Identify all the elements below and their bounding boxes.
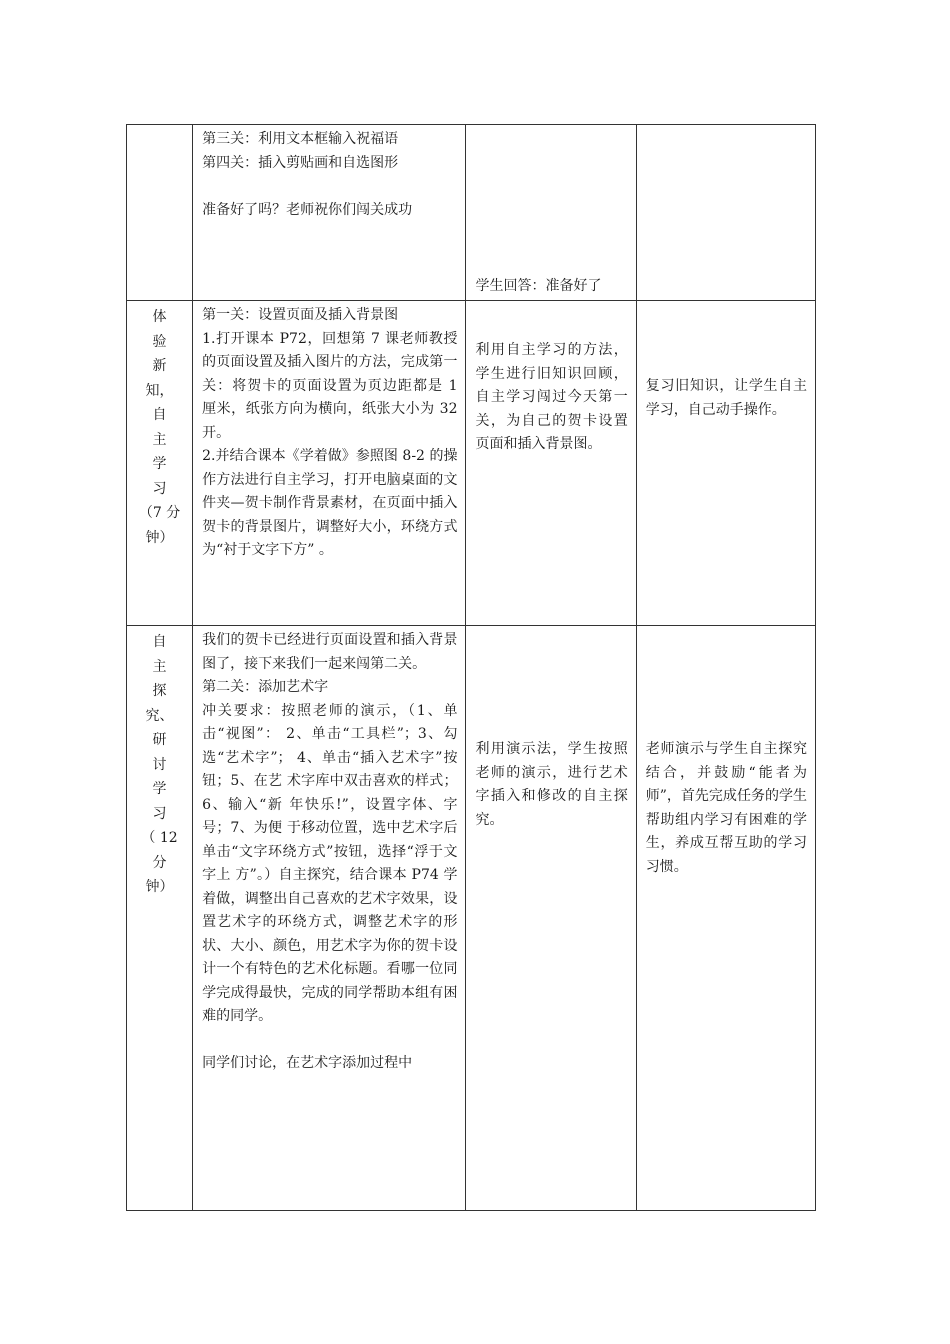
paragraph: 我们的贺卡已经进行页面设置和插入背景图了，接下来我们一起来闯第二关。: [202, 632, 458, 672]
teacher-activity-cell: [193, 626, 466, 1211]
stage-char: 分: [152, 854, 167, 871]
teacher-activity-cell: [193, 125, 466, 301]
paragraph: 冲关要求：按照老师的演示，（1、单击“视图”： 2、单击“工具栏”；3、勾选“艺术字”； 4、单击“插入艺术字”按钮；5、在艺 术字库中双击喜欢的样式；6、输入“新 年快乐!”，设置字体、字号；7、为便 于移动位置，选中艺术字后单击“文字环绕方式”按钮，选择“浮于文字上 方”。）自主探究，结合课本 P74 学着做，调整出自己喜欢的艺术字效果，设置艺术字的环绕方式，调整艺术字的形状、大小、颜色，用艺术字为你的贺卡设计一个有特色的艺术化标题。看哪一位同学完成得最快，完成的同学帮助本组有困难的同学。: [202, 702, 458, 1024]
stage-cell: [127, 301, 193, 626]
stage-char: 主: [152, 658, 167, 675]
stage-cell: [127, 125, 193, 301]
stage-char: 探: [152, 683, 167, 699]
blank-line: [202, 175, 457, 199]
stage-char: 体: [152, 309, 167, 325]
stage-char: 习: [152, 805, 167, 822]
stage-char: 主: [152, 431, 167, 448]
paragraph: 第一关：设置页面及插入背景图: [202, 307, 399, 323]
paragraph: 利用演示法，学生按照老师的演示，进行艺术字插入和修改的自主探究。: [475, 741, 628, 828]
stage-char: 新: [152, 358, 167, 374]
student-answer: 学生回答：准备好了: [475, 277, 602, 294]
design-intent-cell: [636, 301, 815, 626]
stage-label: [127, 626, 192, 900]
paragraph: 老师演示与学生自主探究结合，并鼓励“能者为师”，首先完成任务的学生帮助组内学习有困难的学生，养成互帮互助的学习习惯。: [645, 741, 807, 875]
student-activity-cell: [466, 125, 636, 301]
stage-label: [127, 301, 192, 550]
paragraph: 利用自主学习的方法，学生进行旧知识回顾，自主学习闯过今天第一关，为自己的贺卡设置页面和插入背景图。: [475, 342, 628, 452]
stage-char: 钟）: [145, 879, 174, 895]
paragraph: 第三关：利用文本框输入祝福语: [202, 131, 399, 147]
stage-char: 学: [152, 781, 167, 797]
paragraph: 第四关：插入剪贴画和自选图形: [202, 154, 399, 171]
stage-char: （7 分: [138, 505, 181, 521]
stage-char: 自: [152, 634, 167, 650]
paragraph: 2.并结合课本《学着做》参照图 8-2 的操作方法进行自主学习，打开电脑桌面的文件夹—贺卡制作背景素材，在页面中插入贺卡的背景图片，调整好大小，环绕方式为“衬于文字下方” 。: [202, 448, 458, 558]
teacher-activity-cell: [193, 301, 466, 626]
stage-char: 学: [152, 456, 167, 472]
paragraph: 准备好了吗？老师祝你们闯关成功: [202, 201, 413, 218]
table-row: [127, 301, 816, 626]
stage-cell: [127, 626, 193, 1211]
student-activity-cell: [466, 301, 636, 626]
lesson-plan-table: [126, 124, 816, 1211]
blank-line: [202, 1029, 457, 1053]
stage-char: 知，: [145, 382, 174, 399]
design-intent-cell: [636, 125, 815, 301]
stage-char: 研: [152, 732, 167, 748]
student-activity-cell: [466, 626, 636, 1211]
paragraph: 同学们讨论，在艺术字添加过程中: [202, 1055, 413, 1071]
stage-char: （ 12: [141, 830, 178, 846]
table-row: [127, 125, 816, 301]
design-intent-cell: [636, 626, 815, 1211]
stage-char: 究、: [145, 707, 174, 724]
stage-char: 自: [152, 407, 167, 423]
table-row: [127, 626, 816, 1211]
paragraph: 第二关：添加艺术字: [202, 679, 329, 695]
stage-char: 验: [152, 333, 167, 350]
paragraph: 复习旧知识，让学生自主学习，自己动手操作。: [645, 378, 807, 418]
stage-char: 习: [152, 480, 167, 497]
stage-char: 钟）: [145, 529, 174, 546]
stage-char: 讨: [152, 756, 167, 773]
paragraph: 1.打开课本 P72，回想第 7 课老师教授的页面设置及插入图片的方法，完成第一关：将贺卡的页面设置为页边距都是 1 厘米，纸张方向为横向，纸张大小为 32 开。: [202, 330, 458, 441]
